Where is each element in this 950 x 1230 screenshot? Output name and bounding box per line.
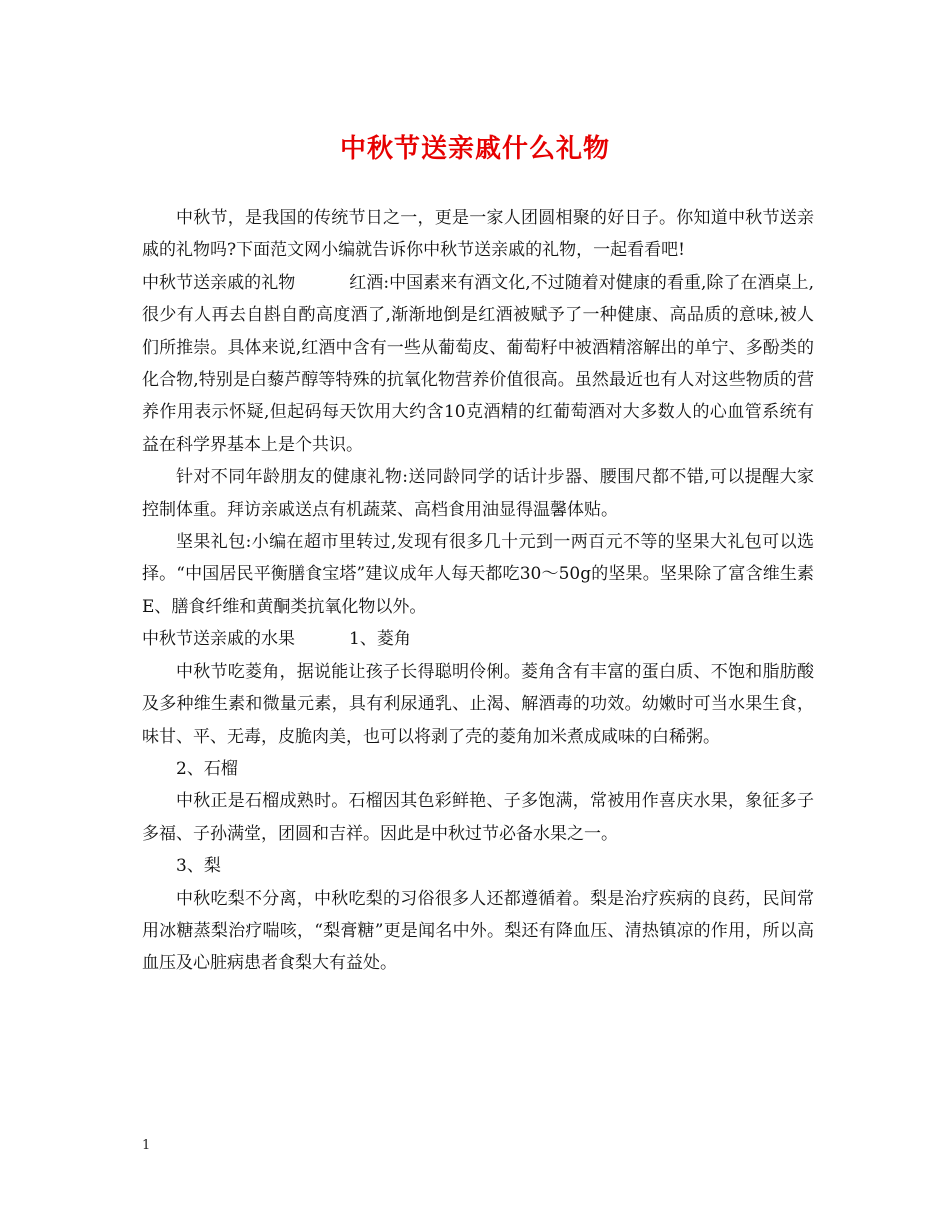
pomegranate-paragraph: 中秋正是石榴成熟时。石榴因其色彩鲜艳、子多饱满，常被用作喜庆水果，象征多子多福、子孙满堂，团圆和吉祥。因此是中秋过节必备水果之一。 [142,791,814,844]
nut-gift-paragraph: 坚果礼包:小编在超市里转过,发现有很多几十元到一两百元不等的坚果大礼包可以选择。“中国居民平衡膳食宝塔”建议成年人每天都吃30～50g的坚果。坚果除了富含维生素E、膳食纤维和黄酮类抗氧化物以外。 [142,532,814,617]
red-wine-text: 红酒:中国素来有酒文化,不过随着对健康的看重,除了在酒桌上,很少有人再去自斟自酌高度酒了,渐渐地倒是红酒被赋予了一种健康、高品质的意味,被人们所推崇。具体来说,红酒中含有一些从葡萄皮、葡萄籽中被酒精溶解出的单宁、多酚类的化合物,特别是白藜芦醇等特殊的抗氧化物营养价值很高。虽然最近也有人对这些物质的营养作用表示怀疑,但起码每天饮用大约含10克酒精的红葡萄酒对大多数人的心血管系统有益在科学界基本上是个共识。 [142,272,814,455]
fruit-item-3-label: 3、梨 [176,856,221,877]
water-chestnut-paragraph: 中秋节吃菱角，据说能让孩子长得聪明伶俐。菱角含有丰富的蛋白质、不饱和脂肪酸及多种维生素和微量元素，具有利尿通乳、止渴、解酒毒的功效。幼嫩时可当水果生食，味甘、平、无毒，皮脆肉美，也可以将剥了壳的菱角加米煮成咸味的白稀粥。 [142,661,814,747]
health-gift-paragraph: 针对不同年龄朋友的健康礼物:送同龄同学的话计步器、腰围尺都不错,可以提醒大家控制体重。拜访亲戚送点有机蔬菜、高档食用油显得温馨体贴。 [142,467,814,520]
fruit-section-paragraph [142,623,814,655]
gift-section-paragraph [142,267,814,461]
fruit-item-1-label: 1、菱角 [349,629,411,650]
page-number: 1 [142,1138,151,1153]
fruit-section-heading: 中秋节送亲戚的水果 [142,629,295,650]
gift-section-heading: 中秋节送亲戚的礼物 [142,272,296,293]
document-title: 中秋节送亲戚什么礼物 [339,134,610,164]
pear-paragraph: 中秋吃梨不分离，中秋吃梨的习俗很多人还都遵循着。梨是治疗疾病的良药，民间常用冰糖蒸梨治疗喘咳，“梨膏糖”更是闻名中外。梨还有降血压、清热镇凉的作用，所以高血压及心脏病患者食梨大有益处。 [142,888,814,974]
intro-paragraph: 中秋节，是我国的传统节日之一，更是一家人团圆相聚的好日子。你知道中秋节送亲戚的礼物吗?下面范文网小编就告诉你中秋节送亲戚的礼物，一起看看吧! [142,208,814,261]
document-body [142,202,814,980]
fruit-item-2-label: 2、石榴 [176,758,238,779]
